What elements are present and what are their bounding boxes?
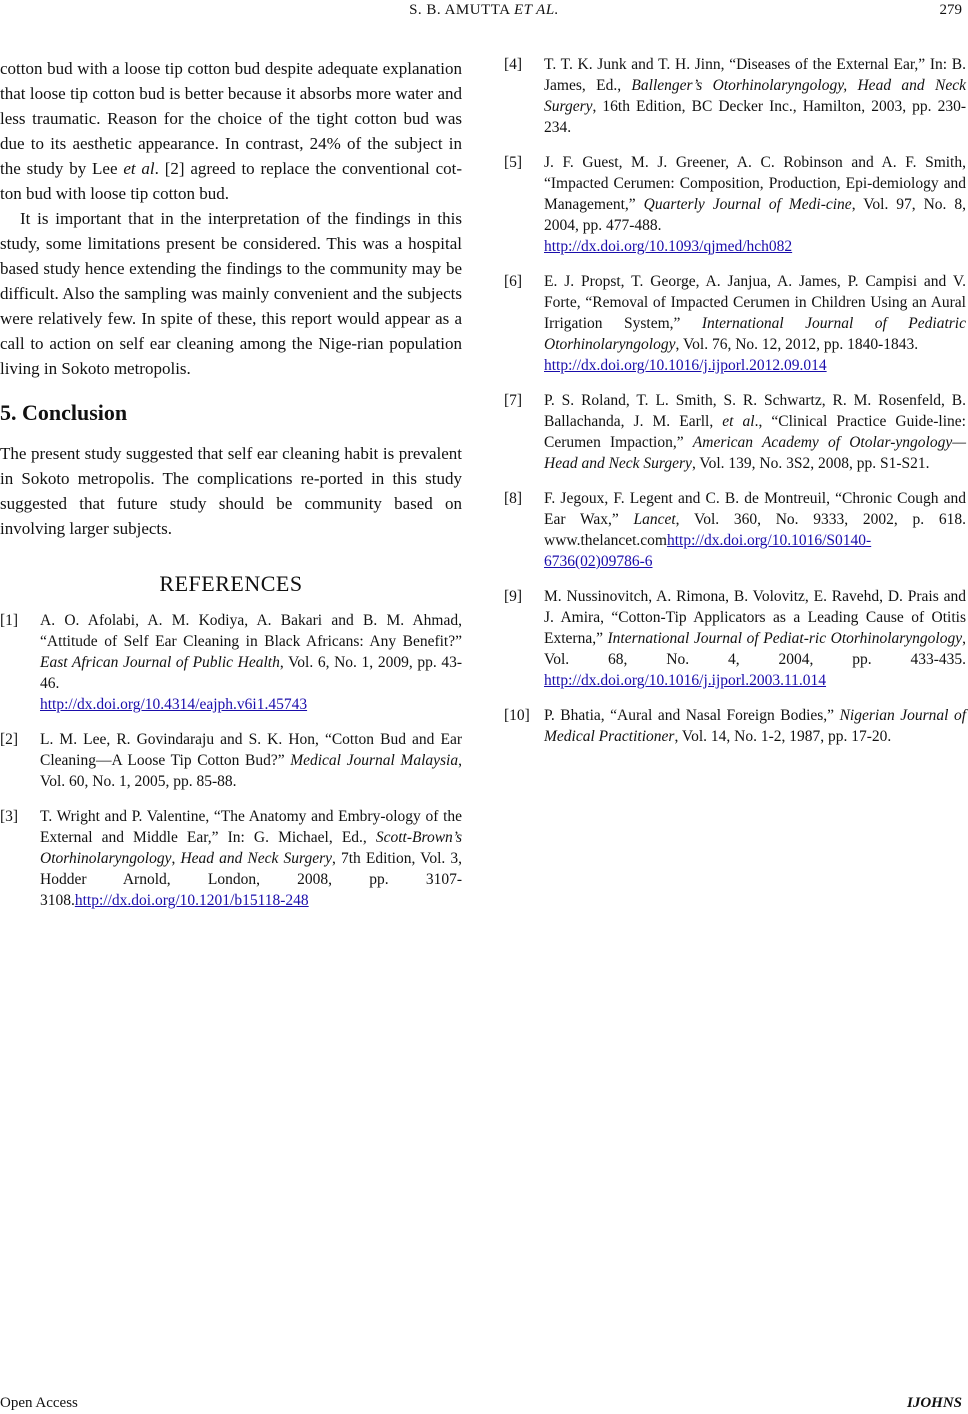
reference-segment: , Vol. 76, No. 12, 2012, pp. 1840-1843. <box>675 336 919 353</box>
reference-item <box>504 152 966 257</box>
reference-segment: , Vol. 139, No. 3S2, 2008, pp. S1-S21. <box>691 455 930 472</box>
reference-segment: , <box>171 850 181 867</box>
reference-journal: Ballenger’s Otorhinolaryngology, Head and Neck Surgery <box>544 77 966 115</box>
reference-journal: Lancet <box>633 511 676 528</box>
reference-segment: , Vol. 360, No. 9333, 2002, p. 618. www.thelancet.com <box>544 511 966 549</box>
reference-number: [2] <box>0 731 19 748</box>
reference-item <box>0 729 462 792</box>
references-heading: REFERENCES <box>159 571 303 596</box>
reference-text <box>40 610 462 715</box>
reference-journal: International Journal of Pediat-ric Otorhinolaryngology <box>607 630 963 647</box>
reference-item <box>0 610 462 715</box>
reference-text <box>544 271 966 376</box>
reference-journal: East African Journal of Public Health <box>40 654 280 671</box>
reference-text <box>544 152 966 257</box>
reference-item <box>504 271 966 376</box>
reference-journal: American Academy of Otolar-yngology—Head and Neck Surgery <box>544 434 966 472</box>
header-etal: ET AL. <box>513 2 559 18</box>
running-header <box>0 2 968 19</box>
reference-item <box>504 54 966 138</box>
reference-segment: , 16th Edition, BC Decker Inc., Hamilton, 2003, pp. 230-234. <box>544 98 966 136</box>
doi-link[interactable]: http://dx.doi.org/10.1201/b15118-248 <box>74 892 309 909</box>
reference-number: [3] <box>0 808 19 825</box>
reference-text <box>544 54 966 138</box>
reference-list-left <box>0 610 462 911</box>
reference-text <box>544 488 966 572</box>
doi-link[interactable]: http://dx.doi.org/10.1016/S0140-6736(02)09786-6 <box>544 532 872 570</box>
reference-item <box>504 705 966 747</box>
reference-number: [5] <box>504 154 523 171</box>
reference-journal: Quarterly Journal of Medi-cine <box>643 196 852 213</box>
doi-link[interactable]: http://dx.doi.org/10.4314/eajph.v6i1.45743 <box>40 696 308 713</box>
reference-journal: International Journal of Pediatric Otorhinolaryngology <box>544 315 966 353</box>
reference-journal: Scott-Brown’s Otorhinolaryngology <box>40 829 462 867</box>
reference-segment: , 7th Edition, Vol. 3, Hodder Arnold, London, 2008, pp. 3107-3108. <box>40 850 463 909</box>
section-heading-conclusion: 5. Conclusion <box>0 400 128 425</box>
reference-number: [10] <box>504 707 530 724</box>
reference-text <box>544 390 966 474</box>
reference-segment: , Vol. 6, No. 1, 2009, pp. 43-46. <box>40 654 462 692</box>
reference-item <box>504 390 966 474</box>
doi-link[interactable]: http://dx.doi.org/10.1093/qjmed/hch082 <box>544 238 793 255</box>
footer-journal: IJOHNS <box>906 1395 962 1411</box>
right-column <box>504 54 966 761</box>
reference-segment: L. M. Lee, R. Govindaraju and S. K. Hon, “Cotton Bud and Ear Cleaning—A Loose Tip Cotton Bud?” <box>40 731 462 769</box>
reference-segment: , Vol. 97, No. 8, 2004, pp. 477-488. <box>544 196 967 234</box>
reference-segment: J. F. Guest, M. J. Greener, A. C. Robinson and A. F. Smith, “Impacted Cerumen: Composition, Production, Epi-demiology and Management,” <box>544 154 966 213</box>
reference-journal: Medical Journal Malaysia <box>290 752 459 769</box>
reference-journal: Nigerian Journal of Medical Practitioner <box>544 707 967 745</box>
reference-list-right <box>504 54 966 747</box>
reference-number: [9] <box>504 588 523 605</box>
reference-text <box>544 586 966 691</box>
reference-text <box>40 806 462 911</box>
reference-segment: A. O. Afolabi, A. M. Kodiya, A. Bakari and B. M. Ahmad, “Attitude of Self Ear Cleaning in Black Africans: Any Benefit?” <box>40 612 462 650</box>
reference-journal: et al <box>722 413 755 430</box>
reference-segment: M. Nussinovitch, A. Rimona, B. Volovitz, E. Ravehd, D. Prais and J. Amira, “Cotton-Tip Applicators as a Leading Cause of Otitis Externa,” <box>544 588 966 647</box>
reference-segment: , Vol. 68, No. 4, 2004, pp. 433-435. <box>544 630 966 668</box>
reference-segment: , Vol. 60, No. 1, 2005, pp. 85-88. <box>40 752 462 790</box>
reference-number: [4] <box>504 56 523 73</box>
reference-segment: ., “Clinical Practice Guide-line: Cerumen Impaction,” <box>544 413 966 451</box>
doi-link[interactable]: http://dx.doi.org/10.1016/j.ijporl.2012.09.014 <box>544 357 827 374</box>
reference-text <box>544 705 966 747</box>
reference-segment: , Vol. 14, No. 1-2, 1987, pp. 17-20. <box>674 728 892 745</box>
footer-open-access: Open Access <box>0 1395 78 1411</box>
reference-segment: P. S. Roland, T. L. Smith, S. R. Schwartz, R. M. Rosenfeld, B. Ballachanda, J. M. Earll, <box>544 392 966 430</box>
header-author: S. B. AMUTTA <box>409 2 510 18</box>
reference-item <box>0 806 462 911</box>
reference-number: [7] <box>504 392 523 409</box>
reference-item <box>504 488 966 572</box>
left-column <box>0 56 462 925</box>
paragraph-limitations-intro: cotton bud with a loose tip cotton bud despite adequate explanation that loose tip cotton bud is better because it absorbs more water and less traumatic. Reason for the choice of the tight cotton bud was due to its aesthetic appearance. In contrast, 24% of the subject in the study by Lee et al. [2] agreed to replace the conventional cot-ton bud with loose tip cotton bud. <box>0 59 462 203</box>
reference-segment: T. Wright and P. Valentine, “The Anatomy and Embry-ology of the External and Middle Ear,” In: G. Michael, Ed., <box>40 808 462 846</box>
reference-number: [8] <box>504 490 523 507</box>
reference-text <box>40 729 462 792</box>
reference-item <box>504 586 966 691</box>
reference-number: [6] <box>504 273 523 290</box>
reference-journal: Head and Neck Surgery <box>180 850 332 867</box>
page-number: 279 <box>939 2 962 18</box>
reference-segment: E. J. Propst, T. George, A. Janjua, A. James, P. Campisi and V. Forte, “Removal of Impacted Cerumen in Children Using an Aural Irrigation System,” <box>544 273 966 332</box>
reference-segment: F. Jegoux, F. Legent and C. B. de Montreuil, “Chronic Cough and Ear Wax,” <box>544 490 966 528</box>
reference-segment: P. Bhatia, “Aural and Nasal Foreign Bodies,” <box>544 707 840 724</box>
doi-link[interactable]: http://dx.doi.org/10.1016/j.ijporl.2003.11.014 <box>544 672 827 689</box>
paragraph-limitations: It is important that in the interpretation of the findings in this study, some limitations present be considered. This was a hospital based study hence extending the findings to the community may be difficult. Also the sampling was mainly convenient and the subjects were relatively few. In spite of these, this report would appear as a call to action on self ear cleaning among the Nige-rian population living in Sokoto metropolis. <box>0 209 462 378</box>
reference-number: [1] <box>0 612 19 629</box>
paragraph-conclusion: The present study suggested that self ear cleaning habit is prevalent in Sokoto metropolis. The complications re-ported in this study suggested that future study should be community based on involving larger subjects. <box>0 444 462 538</box>
reference-segment: T. T. K. Junk and T. H. Jinn, “Diseases of the External Ear,” In: B. James, Ed., <box>544 56 966 94</box>
